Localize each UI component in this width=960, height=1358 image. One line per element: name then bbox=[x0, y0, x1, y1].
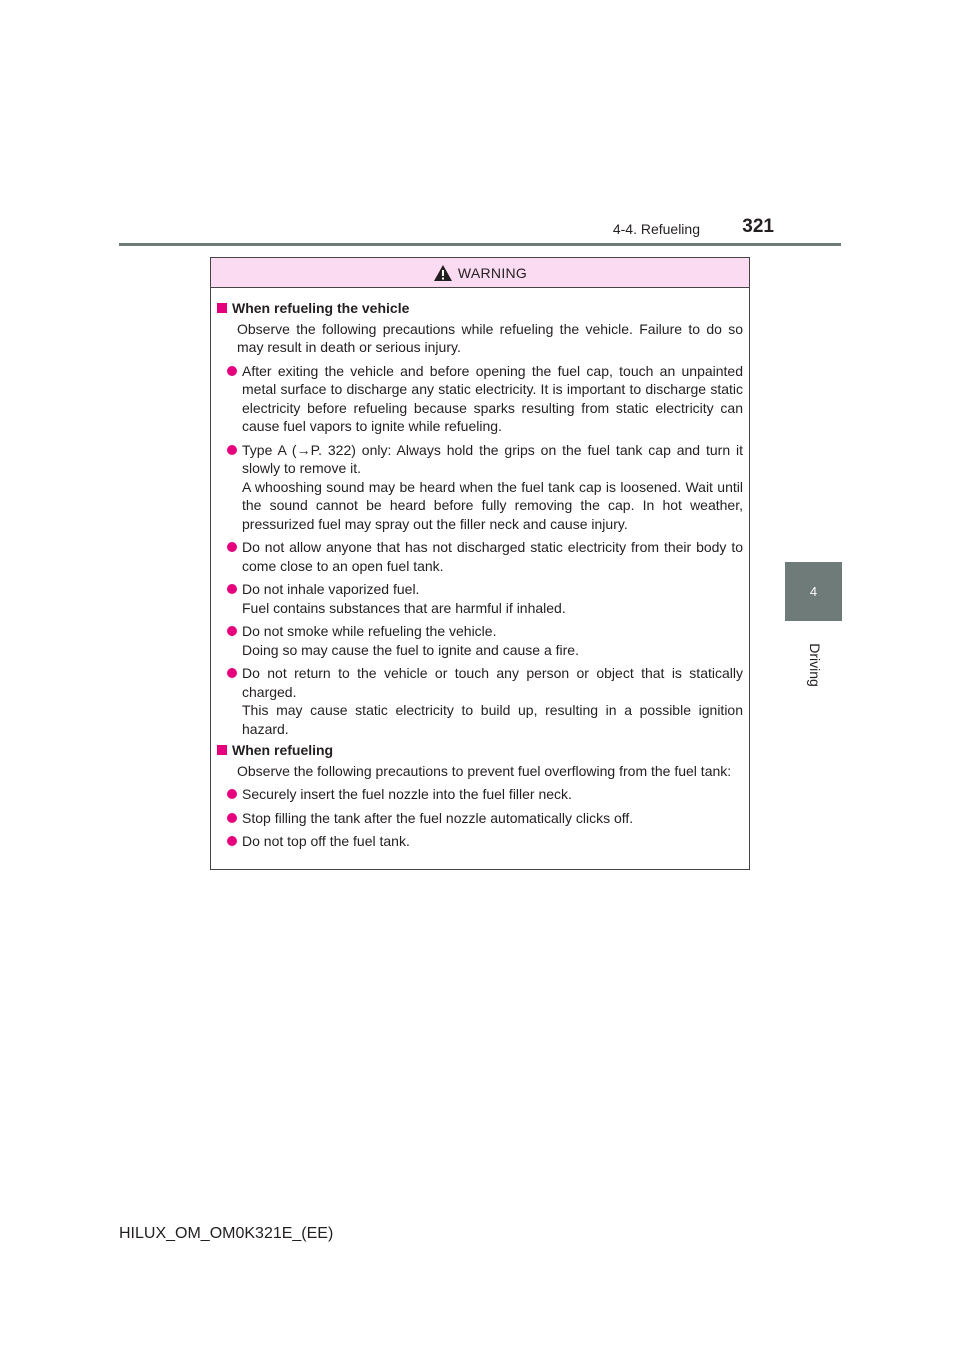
list-item-text: Do not top off the fuel tank. bbox=[242, 833, 410, 849]
list-item bbox=[217, 785, 743, 804]
section-intro: Observe the following precautions to prevent fuel overflowing from the fuel tank: bbox=[237, 762, 732, 779]
list-item-text: Securely insert the fuel nozzle into the fuel filler neck. bbox=[242, 786, 572, 802]
list-item-text: Doing so may cause the fuel to ignite and cause a fire. bbox=[242, 641, 579, 658]
list-item-text: Stop filling the tank after the fuel nozzle automatically clicks off. bbox=[242, 809, 634, 826]
list-item bbox=[217, 441, 743, 534]
round-bullet-icon bbox=[227, 813, 237, 823]
round-bullet-icon bbox=[227, 789, 237, 799]
list-item-text: Do not allow anyone that has not discharged static electricity from their body to come close to an open fuel tank. bbox=[242, 539, 743, 574]
list-item-text: Fuel contains substances that are harmful if inhaled. bbox=[242, 599, 566, 616]
list-item bbox=[217, 580, 743, 617]
list-item-text: After exiting the vehicle and before opening the fuel cap, touch an unpainted metal surface to discharge any static electricity. It is important to discharge static electricity before refueling because sparks resulting from static electricity can cause fuel vapors to ignite while refueling. bbox=[242, 362, 743, 434]
list-item-text: This may cause static electricity to build up, resulting in a possible ignition hazard. bbox=[242, 702, 743, 737]
list-item-text: Do not smoke while refueling the vehicle. bbox=[242, 623, 497, 639]
square-bullet-icon bbox=[217, 745, 227, 755]
section-heading bbox=[217, 741, 743, 760]
list-item bbox=[217, 538, 743, 575]
round-bullet-icon bbox=[227, 366, 237, 376]
list-item bbox=[217, 362, 743, 436]
round-bullet-icon bbox=[227, 445, 237, 455]
section-title: 4-4. Refueling bbox=[612, 221, 700, 237]
warning-title: WARNING bbox=[457, 264, 528, 281]
section-intro: Observe the following precautions while refueling the vehicle. Failure to do so may result in death or serious injury. bbox=[237, 320, 743, 355]
warning-body bbox=[211, 288, 749, 851]
list-item-text: Do not return to the vehicle or touch any person or object that is statically charged. bbox=[242, 665, 743, 700]
square-bullet-icon bbox=[217, 303, 227, 313]
section-heading-text: When refueling the vehicle bbox=[232, 300, 410, 316]
page-number: 321 bbox=[742, 216, 774, 237]
list-item bbox=[217, 809, 743, 828]
section-heading-text: When refueling bbox=[232, 742, 334, 758]
round-bullet-icon bbox=[227, 836, 237, 846]
document-code: HILUX_OM_OM0K321E_(EE) bbox=[119, 1225, 334, 1242]
round-bullet-icon bbox=[227, 668, 237, 678]
chapter-number: 4 bbox=[809, 584, 818, 599]
section-heading bbox=[217, 299, 743, 318]
round-bullet-icon bbox=[227, 626, 237, 636]
list-item-text: A whooshing sound may be heard when the fuel tank cap is loosened. Wait until the sound cannot be heard before fully removing the cap. In hot weather, pressurized fuel may spray out the filler neck and cause injury. bbox=[242, 478, 743, 532]
list-item bbox=[217, 832, 743, 851]
warning-box bbox=[210, 257, 750, 870]
chapter-label: Driving bbox=[807, 643, 823, 687]
list-item bbox=[217, 622, 743, 659]
list-item-text: Do not inhale vaporized fuel. bbox=[242, 581, 420, 597]
warning-header bbox=[211, 258, 749, 288]
round-bullet-icon bbox=[227, 542, 237, 552]
warning-triangle-icon bbox=[433, 264, 453, 282]
round-bullet-icon bbox=[227, 584, 237, 594]
chapter-tab bbox=[785, 562, 842, 621]
list-item-text: Type A (→P. 322) only: Always hold the grips on the fuel tank cap and turn it slowly to remove it. bbox=[242, 441, 743, 476]
list-item bbox=[217, 664, 743, 738]
header-rule bbox=[119, 243, 841, 246]
